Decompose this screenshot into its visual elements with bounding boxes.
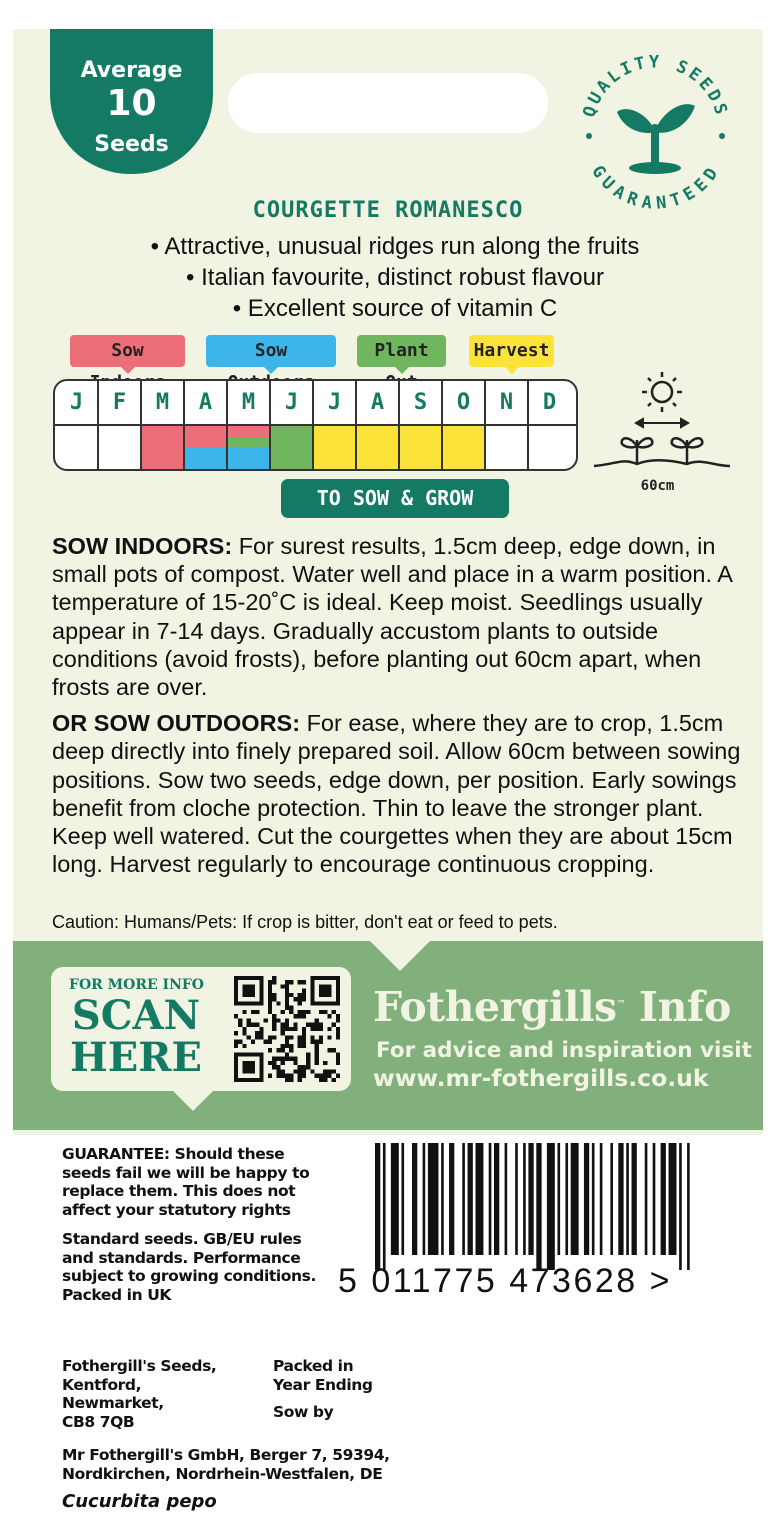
- seal-bottom-text: GUARANTEED: [587, 162, 724, 213]
- product-bullets: [0, 231, 776, 324]
- month-label: D: [542, 390, 557, 415]
- guarantee-line: GUARANTEE: Should these: [62, 1145, 285, 1163]
- info-title-text: Fothergills™ Info: [373, 983, 731, 1031]
- eu-address: [62, 1446, 390, 1483]
- address-line: Fothergill's Seeds,: [62, 1357, 217, 1375]
- month-label: A: [198, 390, 213, 415]
- for-more-info-label: FOR MORE INFO: [69, 977, 204, 993]
- month-label: J: [284, 390, 299, 415]
- address-line: Newmarket,: [62, 1394, 164, 1412]
- badge-seeds-label: Seeds: [94, 132, 169, 157]
- guarantee-text: [62, 1145, 309, 1219]
- guarantee-line: affect your statutory rights: [62, 1200, 291, 1219]
- qr-code-icon[interactable]: [234, 976, 340, 1082]
- sowing-calendar: [53, 379, 578, 471]
- packed-in-label: [273, 1357, 373, 1422]
- seed-count-badge: [50, 29, 213, 174]
- bullet-item: • Excellent source of vitamin C: [232, 295, 558, 322]
- packed-in-text: Packed in: [273, 1357, 354, 1375]
- barcode-digits: 5 011775 473628 >: [338, 1262, 672, 1300]
- standards-text: [62, 1230, 316, 1304]
- month-label: F: [112, 390, 127, 415]
- seal-top-text: QUALITY SEEDS: [579, 52, 732, 120]
- bullet-item: • Italian favourite, distinct robust flavour: [186, 264, 604, 291]
- info-band-notch: [370, 941, 430, 971]
- growing-instructions: [52, 532, 752, 878]
- month-label: J: [69, 390, 84, 415]
- scan-here-label: [64, 992, 208, 1081]
- badge-seed-count: 10: [106, 83, 157, 124]
- spacing-label: 60cm: [640, 478, 675, 494]
- sow-outdoors-heading: OR SOW OUTDOORS:: [52, 710, 301, 737]
- calendar-cell-oct: [442, 425, 485, 469]
- legend-harvest: Harvest: [469, 335, 554, 367]
- fothergills-info-title: [373, 983, 731, 1031]
- blank-label-area: [228, 73, 548, 133]
- standards-line: Packed in UK: [62, 1285, 172, 1304]
- sow-indoors-heading: SOW INDOORS:: [52, 533, 233, 559]
- barcode-icon: [375, 1143, 695, 1270]
- latin-name: Cucurbita pepo: [62, 1491, 217, 1512]
- calendar-cell-mar: [141, 425, 184, 469]
- calendar-cell-may-plant: [227, 437, 270, 447]
- month-label: S: [413, 390, 428, 415]
- month-label: M: [241, 390, 256, 415]
- scan-word: SCAN: [71, 992, 201, 1039]
- trademark-mark: ™: [616, 999, 626, 1010]
- calendar-cell-sep: [399, 425, 442, 469]
- to-sow-and-grow-heading: TO SOW & GROW: [281, 479, 509, 518]
- month-label: M: [155, 390, 170, 415]
- standards-line: and standards. Performance: [62, 1248, 301, 1267]
- standards-line: subject to growing conditions.: [62, 1267, 316, 1285]
- standards-line: Standard seeds. GB/EU rules: [62, 1230, 302, 1248]
- month-label: A: [370, 390, 385, 415]
- sow-indoors-paragraph: [52, 532, 752, 701]
- legend-sow-indoors: Sow: [70, 335, 185, 367]
- product-name: COURGETTE ROMANESCO: [252, 198, 524, 223]
- guarantee-line: replace them. This does not: [62, 1182, 296, 1200]
- calendar-cell-may-outdoors: [227, 447, 270, 469]
- address-line: CB8 7QB: [62, 1412, 135, 1431]
- address-line: Kentford,: [62, 1375, 142, 1394]
- company-address: [62, 1357, 216, 1431]
- calendar-cell-apr-outdoors: [184, 447, 227, 469]
- calendar-cell-apr-indoors: [184, 425, 227, 447]
- caution-text: Caution: Humans/Pets: If crop is bitter, don't eat or feed to pets.: [52, 912, 558, 932]
- eu-address-line: Mr Fothergill's GmbH, Berger 7, 59394,: [62, 1446, 390, 1464]
- bullet-item: • Attractive, unusual ridges run along the fruits: [150, 233, 640, 260]
- seedling-pair-icon: [594, 438, 730, 466]
- month-label: N: [499, 390, 514, 415]
- month-label: J: [327, 390, 342, 415]
- calendar-cell-jul: [313, 425, 356, 469]
- eu-address-line: Nordkirchen, Nordrhein-Westfalen, DE: [62, 1464, 383, 1483]
- badge-average-label: Average: [80, 58, 183, 83]
- here-word: HERE: [69, 1034, 202, 1081]
- quality-seeds-guaranteed-seal: [573, 48, 738, 213]
- month-label: O: [456, 390, 471, 415]
- calendar-cell-aug: [356, 425, 399, 469]
- calendar-cell-jun: [270, 425, 313, 469]
- calendar-cell-may-indoors: [227, 425, 270, 437]
- sow-indoors-text: For surest results, 1.5cm deep, edge down, in small pots of compost. Water well and place in a warm position. A temperature of 15-20˚C is ideal. Keep moist. Seedlings usually appear in 7-14 days. Gradually accustom plants to outside conditions (avoid frosts), before planting out 60cm apart, when frosts are over.: [52, 533, 732, 701]
- year-ending-text: Year Ending: [273, 1375, 373, 1394]
- website-link[interactable]: www.mr-fothergills.co.uk: [373, 1064, 709, 1092]
- legend-sow-outdoors: Sow: [206, 335, 336, 367]
- sow-outdoors-text: For ease, where they are to crop, 1.5cm deep directly into finely prepared soil. Allow 60cm between sowing positions. Sow two seeds, edge down, per position. Early sowings benefit from cloche protection. Thin to leave the stronger plant. Keep well watered. Cut the courgettes when they are about 15cm long. Harvest regularly to encourage continuous cropping.: [52, 710, 741, 878]
- svg-text:QUALITY SEEDS: [579, 53, 731, 120]
- seedling-icon: [617, 104, 695, 174]
- advice-text: For advice and inspiration visit: [376, 1038, 752, 1063]
- guarantee-line: seeds fail we will be happy to: [62, 1163, 310, 1182]
- sun-icon: [642, 372, 682, 412]
- sow-outdoors-paragraph: [52, 709, 752, 878]
- sow-by-text: Sow by: [273, 1403, 334, 1421]
- legend-plant-out: Plant: [357, 335, 446, 367]
- spacing-arrow-icon: [636, 419, 688, 427]
